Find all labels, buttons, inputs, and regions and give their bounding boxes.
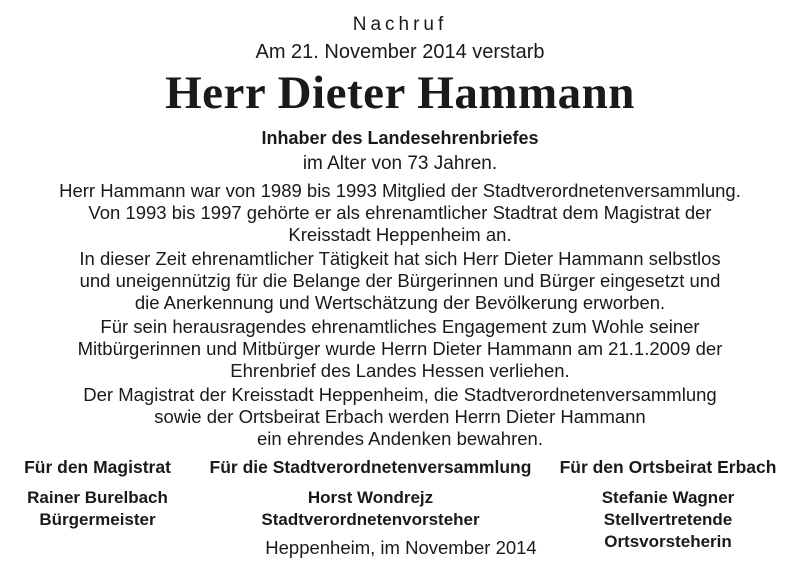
signatory-name: Horst Wondrejz: [307, 488, 434, 507]
paragraph-council-membership: [0, 180, 800, 246]
place-and-date: Heppenheim, im November 2014: [265, 537, 537, 558]
paragraph-line: sowie der Ortsbeirat Erbach werden Herrn Dieter Hammann: [154, 406, 646, 427]
paragraph-line: Herr Hammann war von 1989 bis 1993 Mitglied der Stadtverordnetenversammlung.: [59, 180, 741, 201]
paragraph-line: Mitbürgerinnen und Mitbürger wurde Herrn Dieter Hammann am 21.1.2009 der: [77, 338, 723, 359]
signatory-name: Stefanie Wagner: [601, 488, 735, 507]
paragraph-award: [0, 316, 800, 382]
signatory-title: Bürgermeister: [39, 510, 156, 529]
paragraph-line: Für sein herausragendes ehrenamtliches Engagement zum Wohle seiner: [100, 316, 700, 337]
paragraph-line: Ehrenbrief des Landes Hessen verliehen.: [230, 360, 570, 381]
paragraph-line: In dieser Zeit ehrenamtlicher Tätigkeit hat sich Herr Dieter Hammann selbstlos: [79, 248, 721, 269]
paragraph-line: Der Magistrat der Kreisstadt Heppenheim, die Stadtverordnetenversammlung: [83, 384, 717, 405]
deceased-name: Herr Dieter Hammann: [165, 67, 635, 119]
paragraph-line: die Anerkennung und Wertschätzung der Bevölkerung erworben.: [134, 292, 666, 313]
notice-kicker: Nachruf: [352, 14, 448, 35]
death-date-line: Am 21. November 2014 verstarb: [255, 41, 545, 63]
signature-magistrat: [10, 456, 185, 531]
signature-stadtverordnetenversammlung: [193, 456, 548, 531]
paragraph-line: und uneigennützig für die Belange der Bürgerinnen und Bürger eingesetzt und: [79, 270, 721, 291]
signature-heading: Für den Ortsbeirat Erbach: [559, 457, 777, 477]
notice-body: [0, 180, 800, 452]
signatory-title: Ortsvorsteherin: [604, 532, 732, 551]
honor-title: Inhaber des Landesehrenbriefes: [261, 128, 539, 148]
signature-heading: Für die Stadtverordnetenversammlung: [209, 457, 532, 477]
age-line: im Alter von 73 Jahren.: [302, 153, 498, 174]
paragraph-line: Kreisstadt Heppenheim an.: [288, 224, 512, 245]
signatory-name: Rainer Burelbach: [27, 488, 168, 507]
paragraph-line: Von 1993 bis 1997 gehörte er als ehrenamtlicher Stadtrat dem Magistrat der: [88, 202, 712, 223]
signatory-title: Stadtverordnetenvorsteher: [261, 510, 480, 529]
signature-heading: Für den Magistrat: [24, 457, 171, 477]
signatory-title: Stellvertretende: [603, 510, 733, 529]
paragraph-remembrance: [0, 384, 800, 450]
signature-ortsbeirat: [548, 456, 788, 553]
paragraph-line: ein ehrendes Andenken bewahren.: [257, 428, 543, 449]
paragraph-service: [0, 248, 800, 314]
